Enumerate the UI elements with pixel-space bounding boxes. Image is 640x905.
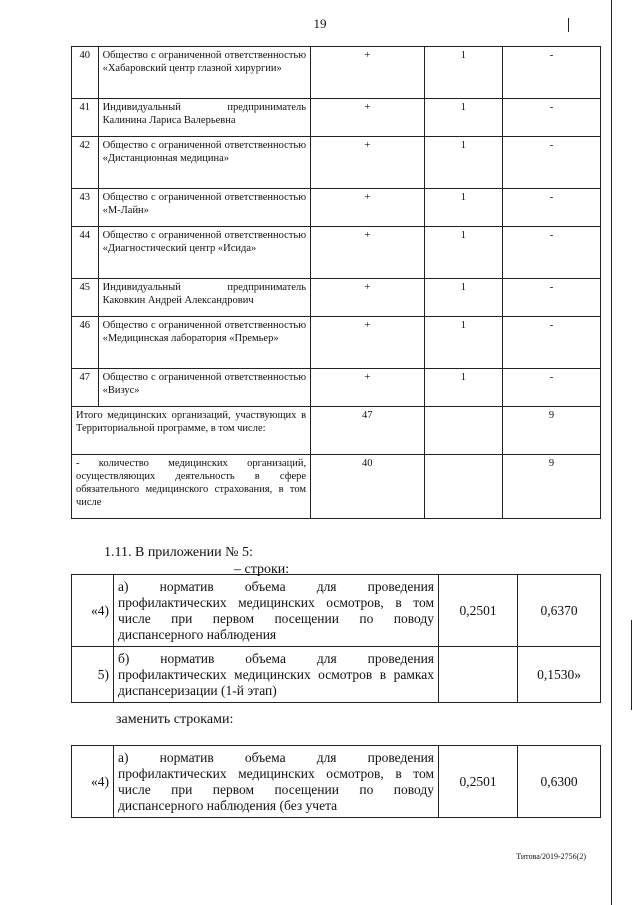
scan-artifact-line — [611, 0, 612, 905]
row-number: 42 — [72, 137, 99, 189]
scan-artifact-line — [568, 18, 569, 32]
table-row — [72, 647, 601, 703]
cell-col2 — [424, 407, 503, 455]
organization-name: Общество с ограниченной ответственностью «Медицинская лаборатория «Премьер» — [98, 317, 311, 369]
cell-col3: - — [503, 279, 601, 317]
cell-col1: + — [311, 369, 424, 407]
cell-col1: + — [311, 227, 424, 279]
row-number: «4) — [72, 746, 114, 818]
organization-name: Общество с ограниченной ответственностью «Визус» — [98, 369, 311, 407]
cell-col3: - — [503, 369, 601, 407]
table-row — [72, 189, 601, 227]
totals-row — [72, 455, 601, 519]
organization-name: Общество с ограниченной ответственностью «Дистанционная медицина» — [98, 137, 311, 189]
replace-instruction: заменить строками: — [116, 712, 234, 727]
norm-description: б) норматив объема для проведения профилактических медицинских осмотров в рамках диспансеризации (1-й этап) — [114, 647, 439, 703]
table-row — [72, 575, 601, 647]
table-row — [72, 227, 601, 279]
cell-col3: 9 — [503, 407, 601, 455]
cell-col1: + — [311, 279, 424, 317]
value-col1: 0,2501 — [439, 575, 518, 647]
table-row — [72, 317, 601, 369]
value-col2: 0,6370 — [518, 575, 601, 647]
old-rows-table — [71, 574, 601, 703]
totals-label: Итого медицинских организаций, участвующих в Территориальной программе, в том числе: — [72, 407, 311, 455]
norm-description: а) норматив объема для проведения профилактических медицинских осмотров, в том числе при первом посещении по поводу диспансерного наблюдения (без учета — [114, 746, 439, 818]
value-col1 — [439, 647, 518, 703]
cell-col2: 1 — [424, 279, 503, 317]
table-row — [72, 47, 601, 99]
cell-col3: - — [503, 137, 601, 189]
totals-row — [72, 407, 601, 455]
row-number: 46 — [72, 317, 99, 369]
row-number: 47 — [72, 369, 99, 407]
row-number: 5) — [72, 647, 114, 703]
new-rows-table — [71, 745, 601, 818]
cell-col2: 1 — [424, 189, 503, 227]
row-number: 45 — [72, 279, 99, 317]
row-number: «4) — [72, 575, 114, 647]
value-col2: 0,1530» — [518, 647, 601, 703]
row-number: 43 — [72, 189, 99, 227]
cell-col3: - — [503, 189, 601, 227]
organization-name: Общество с ограниченной ответственностью «М-Лайн» — [98, 189, 311, 227]
table-row — [72, 369, 601, 407]
section-title: 1.11. В приложении № 5: — [104, 545, 253, 560]
cell-col2: 1 — [424, 99, 503, 137]
scan-artifact-line — [631, 620, 632, 710]
row-number: 40 — [72, 47, 99, 99]
medical-organizations-table — [71, 46, 601, 519]
cell-col3: - — [503, 227, 601, 279]
value-col2: 0,6300 — [518, 746, 601, 818]
value-col1: 0,2501 — [439, 746, 518, 818]
cell-col1: + — [311, 99, 424, 137]
document-code: Титова/2019-2756(2) — [516, 852, 586, 861]
table-row — [72, 137, 601, 189]
table-row — [72, 279, 601, 317]
cell-col1: 47 — [311, 407, 424, 455]
cell-col3: - — [503, 99, 601, 137]
cell-col1: 40 — [311, 455, 424, 519]
row-number: 44 — [72, 227, 99, 279]
cell-col3: - — [503, 317, 601, 369]
cell-col3: - — [503, 47, 601, 99]
cell-col1: + — [311, 189, 424, 227]
cell-col2: 1 — [424, 317, 503, 369]
section-subtitle: – строки: — [234, 562, 290, 577]
table-row — [72, 746, 601, 818]
organization-name: Общество с ограниченной ответственностью «Хабаровский центр глазной хирургии» — [98, 47, 311, 99]
cell-col3: 9 — [503, 455, 601, 519]
totals-label: - количество медицинских организаций, осуществляющих деятельность в сфере обязательного медицинского страхования, в том числе — [72, 455, 311, 519]
table-row — [72, 99, 601, 137]
cell-col2 — [424, 455, 503, 519]
norm-description: а) норматив объема для проведения профилактических медицинских осмотров, в том числе при первом посещении по поводу диспансерного наблюдения — [114, 575, 439, 647]
organization-name: Индивидуальный предприниматель Каковкин Андрей Александрович — [98, 279, 311, 317]
organization-name: Индивидуальный предприниматель Калинина Лариса Валерьевна — [98, 99, 311, 137]
cell-col2: 1 — [424, 47, 503, 99]
cell-col1: + — [311, 47, 424, 99]
cell-col1: + — [311, 137, 424, 189]
row-number: 41 — [72, 99, 99, 137]
organization-name: Общество с ограниченной ответственностью «Диагностический центр «Исида» — [98, 227, 311, 279]
cell-col2: 1 — [424, 137, 503, 189]
cell-col2: 1 — [424, 369, 503, 407]
page-number: 19 — [313, 16, 327, 31]
cell-col2: 1 — [424, 227, 503, 279]
cell-col1: + — [311, 317, 424, 369]
